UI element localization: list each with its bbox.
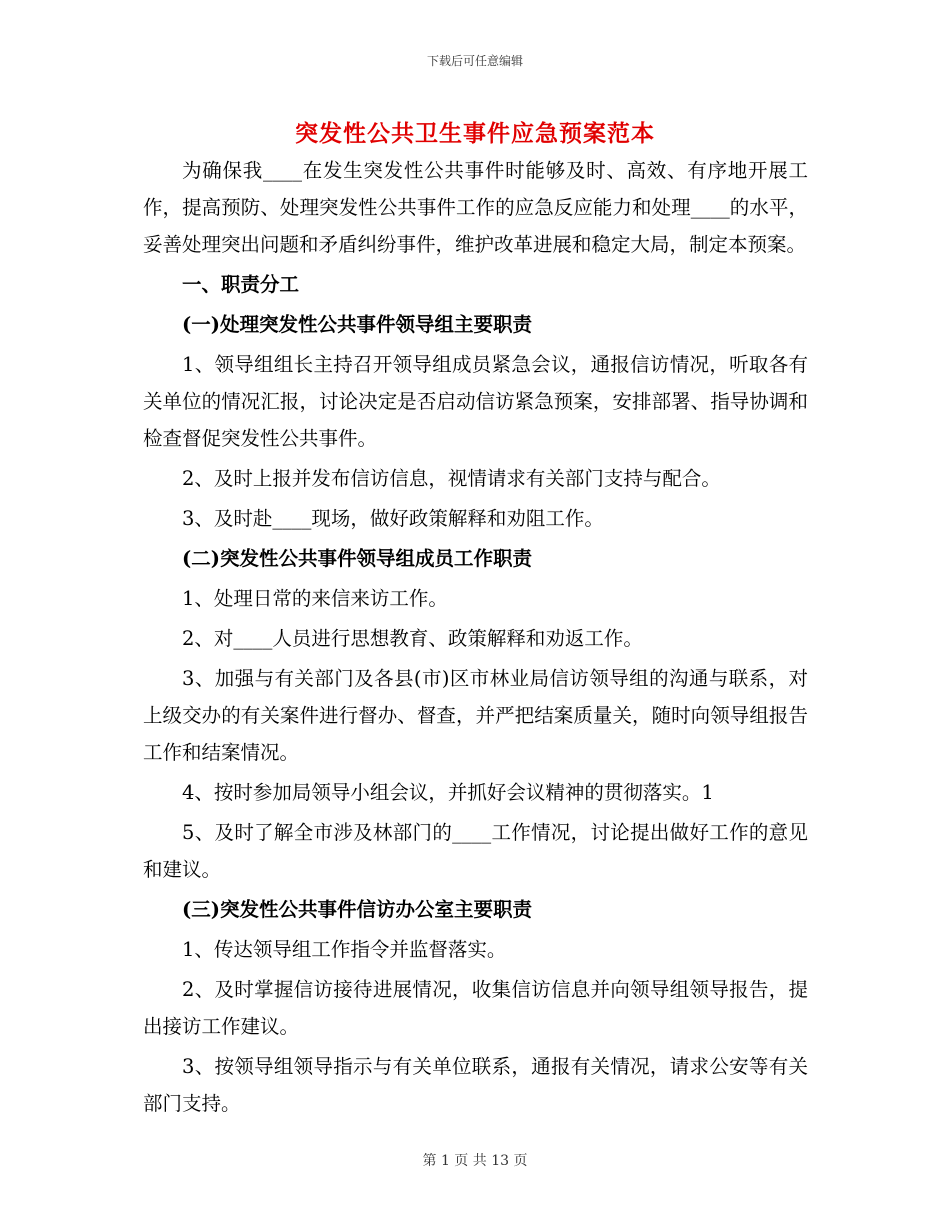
paragraph: 3、按领导组领导指示与有关单位联系，通报有关情况，请求公安等有关部门支持。 [143,1055,808,1115]
page-header-note: 下载后可任意编辑 [426,54,523,68]
document-title: 突发性公共卫生事件应急预案范本 [295,120,655,147]
paragraph: 2、对____人员进行思想教育、政策解释和劝返工作。 [182,627,643,650]
subsection-heading: (一)处理突发性公共事件领导组主要职责 [182,313,532,336]
page-number: 第 1 页 共 13 页 [422,1153,528,1169]
paragraph: 3、及时赴____现场，做好政策解释和劝阻工作。 [182,507,604,530]
section-heading: 一、职责分工 [182,273,300,296]
paragraph: 5、及时了解全市涉及林部门的____工作情况，讨论提出做好工作的意见和建议。 [143,821,808,881]
document-body [143,152,808,1122]
paragraph: 1、处理日常的来信来访工作。 [182,587,448,610]
paragraph: 2、及时上报并发布信访信息，视情请求有关部门支持与配合。 [182,467,721,490]
paragraph: 1、领导组组长主持召开领导组成员紧急会议，通报信访情况，听取各有关单位的情况汇报，讨论决定是否启动信访紧急预案，安排部署、指导协调和检查督促突发性公共事件。 [143,353,808,450]
paragraph: 1、传达领导组工作指令并监督落实。 [182,938,507,961]
paragraph: 2、及时掌握信访接待进展情况，收集信访信息并向领导组领导报告，提出接访工作建议。 [143,978,808,1038]
paragraph: 为确保我____在发生突发性公共事件时能够及时、高效、有序地开展工作，提高预防、处理突发性公共事件工作的应急反应能力和处理____的水平，妥善处理突出问题和矛盾纠纷事件，维护改革进展和稳定大局，制定本预案。 [143,159,808,256]
subsection-heading: (三)突发性公共事件信访办公室主要职责 [182,898,532,921]
subsection-heading: (二)突发性公共事件领导组成员工作职责 [182,547,532,570]
paragraph: 4、按时参加局领导小组会议，并抓好会议精神的贯彻落实。1 [182,781,714,804]
paragraph: 3、加强与有关部门及各县(市)区市林业局信访领导组的沟通与联系，对上级交办的有关案件进行督办、督查，并严把结案质量关，随时向领导组报告工作和结案情况。 [143,667,808,764]
